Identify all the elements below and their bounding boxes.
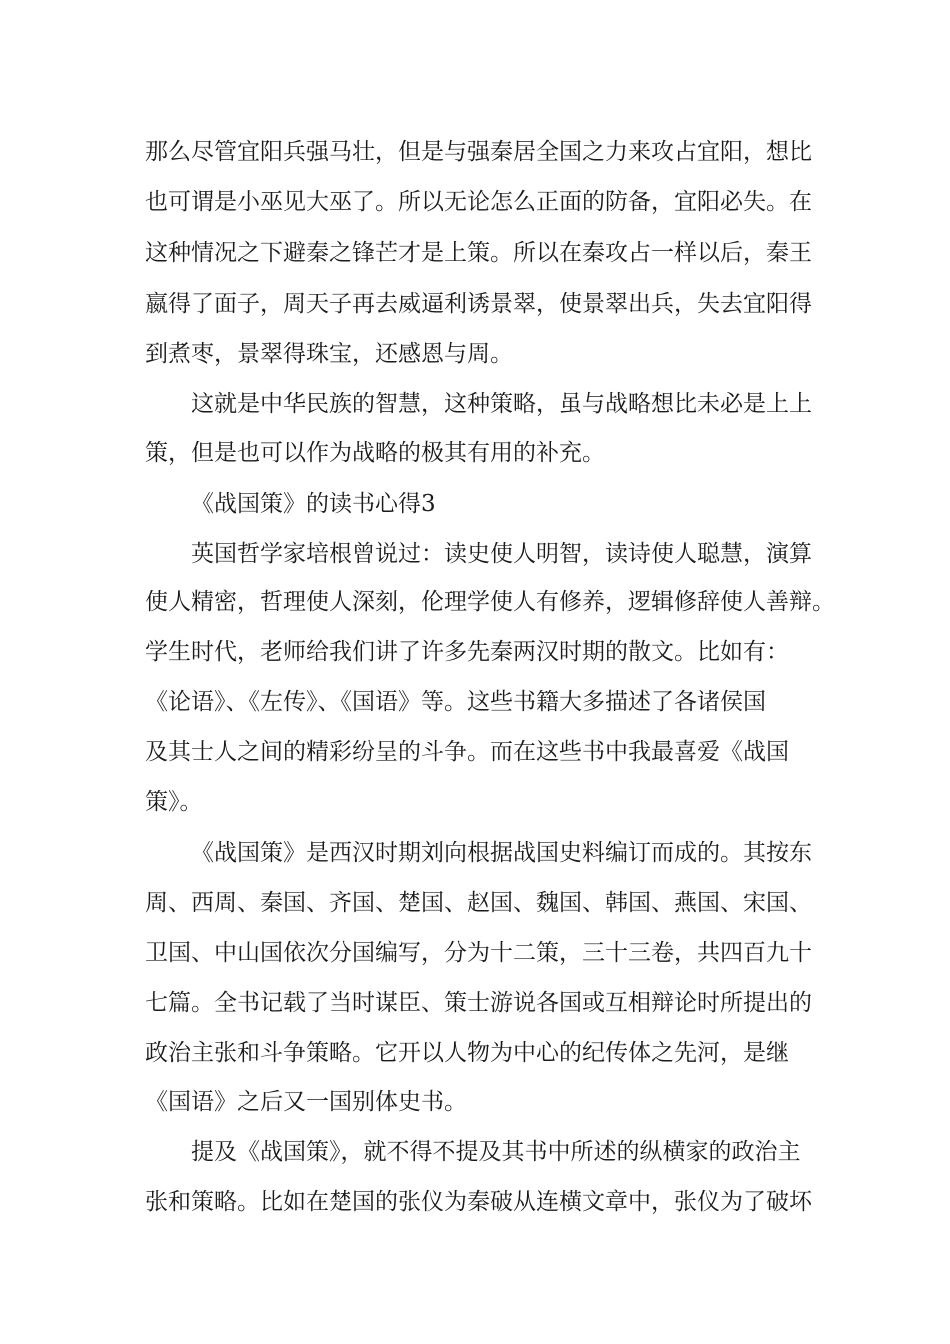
paragraph-line: 策》。	[145, 789, 203, 815]
paragraph-line: 这种情况之下避秦之锋芒才是上策。所以在秦攻占一样以后，秦王	[145, 240, 812, 266]
paragraph-line: 及其士人之间的精彩纷呈的斗争。而在这些书中我最喜爱《战国	[145, 739, 789, 765]
paragraph-line: 周、西周、秦国、齐国、楚国、赵国、魏国、韩国、燕国、宋国、	[145, 890, 812, 916]
paragraph-line: 也可谓是小巫见大巫了。所以无论怎么正面的防备，宜阳必失。在	[145, 189, 812, 215]
paragraph-line: 学生时代，老师给我们讲了许多先秦两汉时期的散文。比如有：	[145, 639, 789, 665]
paragraph-line: 七篇。全书记载了当时谋臣、策士游说各国或互相辩论时所提出的	[145, 990, 812, 1016]
paragraph-line: 提及《战国策》，就不得不提及其书中所述的纵横家的政治主	[191, 1139, 801, 1165]
paragraph-line: 到煮枣，景翠得珠宝，还感恩与周。	[145, 341, 513, 367]
paragraph-line: 政治主张和斗争策略。它开以人物为中心的纪传体之先河，是继	[145, 1040, 789, 1066]
paragraph-line: 《国语》之后又一国别体史书。	[145, 1089, 467, 1115]
paragraph-line: 《战国策》是西汉时期刘向根据战国史料编订而成的。其按东	[191, 840, 812, 866]
section-heading: 《战国策》的读书心得3	[191, 491, 436, 517]
paragraph-line: 那么尽管宜阳兵强马壮，但是与强秦居全国之力来攻占宜阳，想比	[145, 139, 812, 165]
paragraph-line: 嬴得了面子，周天子再去威逼利诱景翠，使景翠出兵，失去宜阳得	[145, 291, 812, 317]
paragraph-line: 《论语》、《左传》、《国语》等。这些书籍大多描述了各诸侯国	[145, 689, 766, 715]
paragraph-line: 这就是中华民族的智慧，这种策略，虽与战略想比未必是上上	[191, 391, 812, 417]
paragraph-line: 卫国、中山国依次分国编写，分为十二策，三十三卷，共四百九十	[145, 940, 812, 966]
paragraph-line: 张和策略。比如在楚国的张仪为秦破从连横文章中，张仪为了破坏	[145, 1189, 812, 1215]
paragraph-line: 策，但是也可以作为战略的极其有用的补充。	[145, 440, 605, 466]
paragraph-line: 使人精密，哲理使人深刻，伦理学使人有修养，逻辑修辞使人善辩。	[145, 589, 835, 615]
paragraph-line: 英国哲学家培根曾说过：读史使人明智，读诗使人聪慧，演算	[191, 541, 812, 567]
